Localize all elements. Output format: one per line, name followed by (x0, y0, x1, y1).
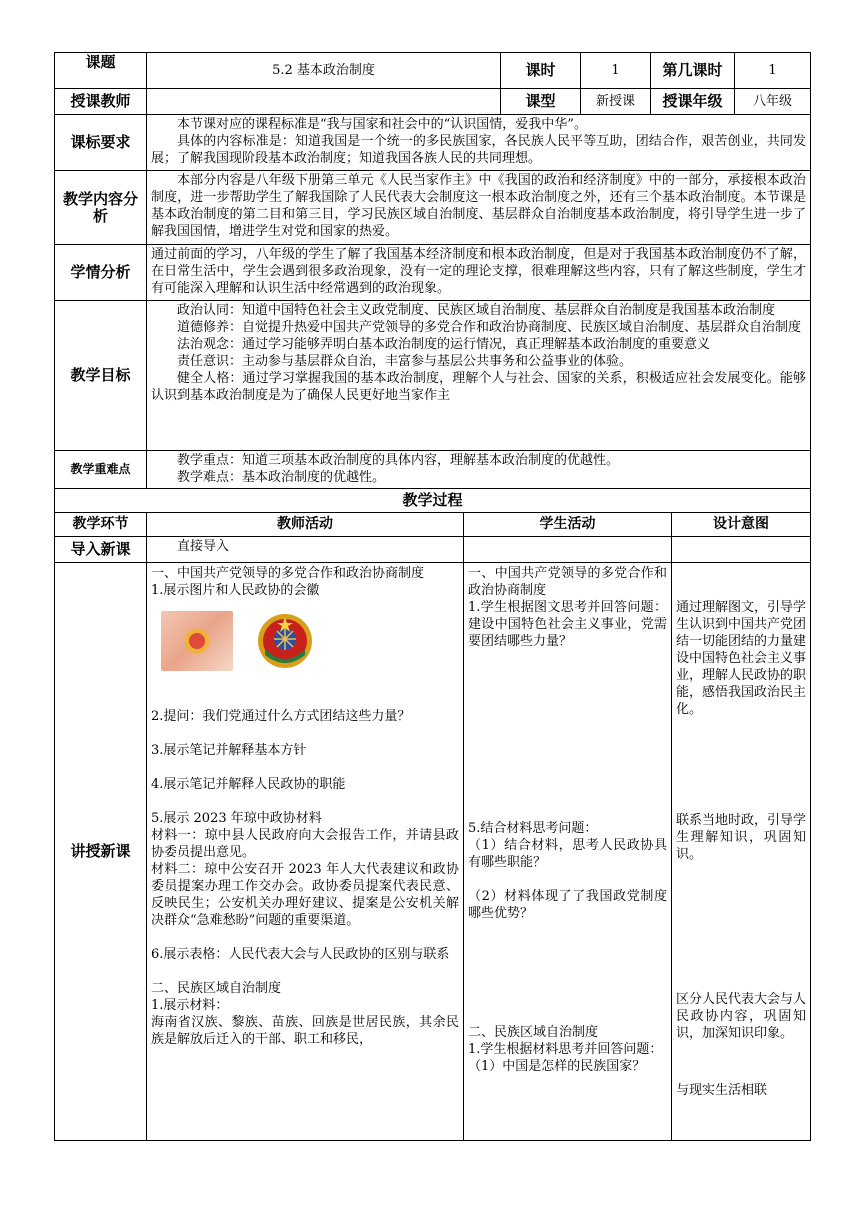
teacher-material-2: 材料二：琼中公安召开 2023 年人大代表建议和政协委员提案办理工作交办会。政协委员提案代表民意、反映民生；公安机关办理好建议、提案是公安机关解决群众“急难愁盼”问题的重要渠道。 (151, 862, 459, 928)
intro-intent (672, 537, 811, 563)
teacher-section2-material: 海南省汉族、黎族、苗族、回族是世居民族，其余民族是解放后迁入的干部、职工和移民， (151, 1015, 459, 1047)
main-label: 讲授新课 (55, 563, 147, 1141)
process-title: 教学过程 (55, 489, 811, 513)
teacher-label: 授课教师 (55, 89, 147, 115)
goal-political: 政治认同：知道中国特色社会主义政党制度、民族区域自治制度、基层群众自治制度是我国基本政治制度 (177, 303, 776, 318)
student-section2-q1: （1）中国是怎样的民族国家？ (468, 1059, 646, 1074)
teacher-value (147, 89, 501, 115)
student-q2: （2）材料体现了了我国政党制度哪些优势？ (468, 889, 667, 921)
type-label: 课型 (501, 89, 581, 115)
keypoint-difficulty: 教学难点：基本政治制度的优越性。 (177, 470, 386, 485)
student-section2-step-1: 1.学生根据材料思考并回答问题： (468, 1042, 663, 1057)
keypoints-content (147, 451, 811, 489)
goals-content (147, 301, 811, 451)
type-value: 新授课 (581, 89, 651, 115)
standard-label: 课标要求 (55, 115, 147, 171)
student-section-2: 二、民族区域自治制度 (468, 1025, 599, 1040)
cppcc-photo-image (161, 611, 233, 671)
grade-label: 授课年级 (651, 89, 735, 115)
intent-4: 与现实生活相联 (676, 1083, 768, 1098)
teacher-step-5: 5.展示 2023 年琼中政协材料 (151, 811, 322, 826)
intent-3: 区分人民代表大会与人民政协内容，巩固知识，加深知识印象。 (676, 992, 807, 1041)
col-stage: 教学环节 (55, 513, 147, 537)
intro-teacher (147, 537, 464, 563)
teacher-step-2: 2.提问：我们党通过什么方式团结这些力量？ (151, 709, 411, 724)
content-label: 教学内容分析 (55, 171, 147, 245)
image-row (151, 599, 459, 691)
teacher-step-6: 6.展示表格：人民代表大会与人民政协的区别与联系 (151, 947, 450, 962)
keypoints-label: 教学重难点 (55, 451, 147, 489)
teacher-section-1: 一、中国共产党领导的多党合作和政治协商制度 (151, 566, 425, 581)
intro-label: 导入新课 (55, 537, 147, 563)
students-analysis (147, 245, 811, 301)
student-section-1: 一、中国共产党领导的多党合作和政治协商制度 (468, 566, 667, 598)
intent-1: 通过理解图文，引导学生认识到中国共产党团结一切能团结的力量建设中国特色社会主义事业，理解人民政协的职能，感悟我国政治民主化。 (676, 600, 807, 717)
goal-personality: 健全人格：通过学习掌握我国的基本政治制度，理解个人与社会、国家的关系，积极适应社会发展变化。能够认识到基本政治制度是为了确保人民更好地当家作主 (151, 371, 806, 403)
hours-value: 1 (581, 53, 651, 89)
keypoint-focus: 教学重点：知道三项基本政治制度的具体内容，理解基本政治制度的优越性。 (177, 453, 620, 468)
hours-label: 课时 (501, 53, 581, 89)
goal-law: 法治观念：通过学习能够弄明白基本政治制度的运行情况，真正理解基本政治制度的重要意义 (177, 337, 711, 352)
topic-value: 5.2 基本政治制度 (147, 53, 501, 89)
main-design-intent (672, 563, 811, 1141)
intent-2: 联系当地时政，引导学生理解知识，巩固知识。 (676, 813, 807, 862)
lesson-no-value: 1 (735, 53, 811, 89)
col-teacher: 教师活动 (147, 513, 464, 537)
main-teacher-activity (147, 563, 464, 1141)
teacher-step-4: 4.展示笔记并解释人民政协的职能 (151, 777, 346, 792)
teacher-material-1: 材料一：琼中县人民政府向大会报告工作，并请县政协委员提出意见。 (151, 828, 459, 860)
content-p1: 本部分内容是八年级下册第三单元《人民当家作主》中《我国的政治和经济制度》中的一部分，承接根本政治制度，进一步帮助学生了解我国除了人民代表大会制度这一根本政治制度之外，还有三个基本政治制度。本节课是基本政治制度的第二目和第三目，学习民族区域自治制度、基层群众自治制度基本政治制度，将引导学生进一步了解我国国情，增进学生对党和国家的热爱。 (151, 173, 806, 239)
standard-content (147, 115, 811, 171)
goals-label: 教学目标 (55, 301, 147, 451)
teacher-section2-step-1: 1.展示材料： (151, 998, 229, 1013)
goal-moral: 道德修养：自觉提升热爱中国共产党领导的多党合作和政治协商制度、民族区域自治制度、基层群众自治制度 (177, 320, 802, 335)
student-step-1: 1.学生根据图文思考并回答问题：建设中国特色社会主义事业，党需要团结哪些力量？ (468, 600, 667, 649)
col-student: 学生活动 (464, 513, 672, 537)
standard-p1: 本节课对应的课程标准是“我与国家和社会中的“认识国情，爱我中华”。 (177, 117, 587, 132)
student-q1: （1）结合材料，思考人民政协具有哪些职能？ (468, 838, 667, 870)
lesson-plan-table (54, 52, 811, 489)
col-intent: 设计意图 (672, 513, 811, 537)
intro-teacher-text: 直接导入 (177, 539, 230, 554)
content-analysis (147, 171, 811, 245)
teacher-section-2: 二、民族区域自治制度 (151, 981, 282, 996)
lesson-plan (54, 52, 810, 1141)
students-label: 学情分析 (55, 245, 147, 301)
goal-responsibility: 责任意识：主动参与基层群众自治，丰富参与基层公共事务和公益事业的体验。 (177, 354, 633, 369)
student-step-5: 5.结合材料思考问题： (468, 821, 598, 836)
lesson-no-label: 第几课时 (651, 53, 735, 89)
teacher-step-1: 1.展示图片和人民政协的会徽 (151, 583, 320, 598)
cppcc-emblem-icon (255, 611, 315, 671)
teacher-step-3: 3.展示笔记并解释基本方针 (151, 743, 307, 758)
topic-label: 课题 (55, 53, 147, 89)
grade-value: 八年级 (735, 89, 811, 115)
main-student-activity (464, 563, 672, 1141)
intro-student (464, 537, 672, 563)
process-table (54, 488, 811, 1141)
standard-p2: 具体的内容标准是：知道我国是一个统一的多民族国家，各民族人民平等互助，团结合作，艰苦创业，共同发展；了解我国现阶段基本政治制度；知道我国各族人民的共同理想。 (151, 134, 806, 166)
students-p1: 通过前面的学习，八年级的学生了解了我国基本经济制度和根本政治制度，但是对于我国基本政治制度仍不了解，在日常生活中，学生会遇到很多政治现象，没有一定的理论支撑，很难理解这些内容，只有了解这些制度，学生才有可能深入理解和认识生活中经常遇到的政治现象。 (151, 247, 806, 296)
